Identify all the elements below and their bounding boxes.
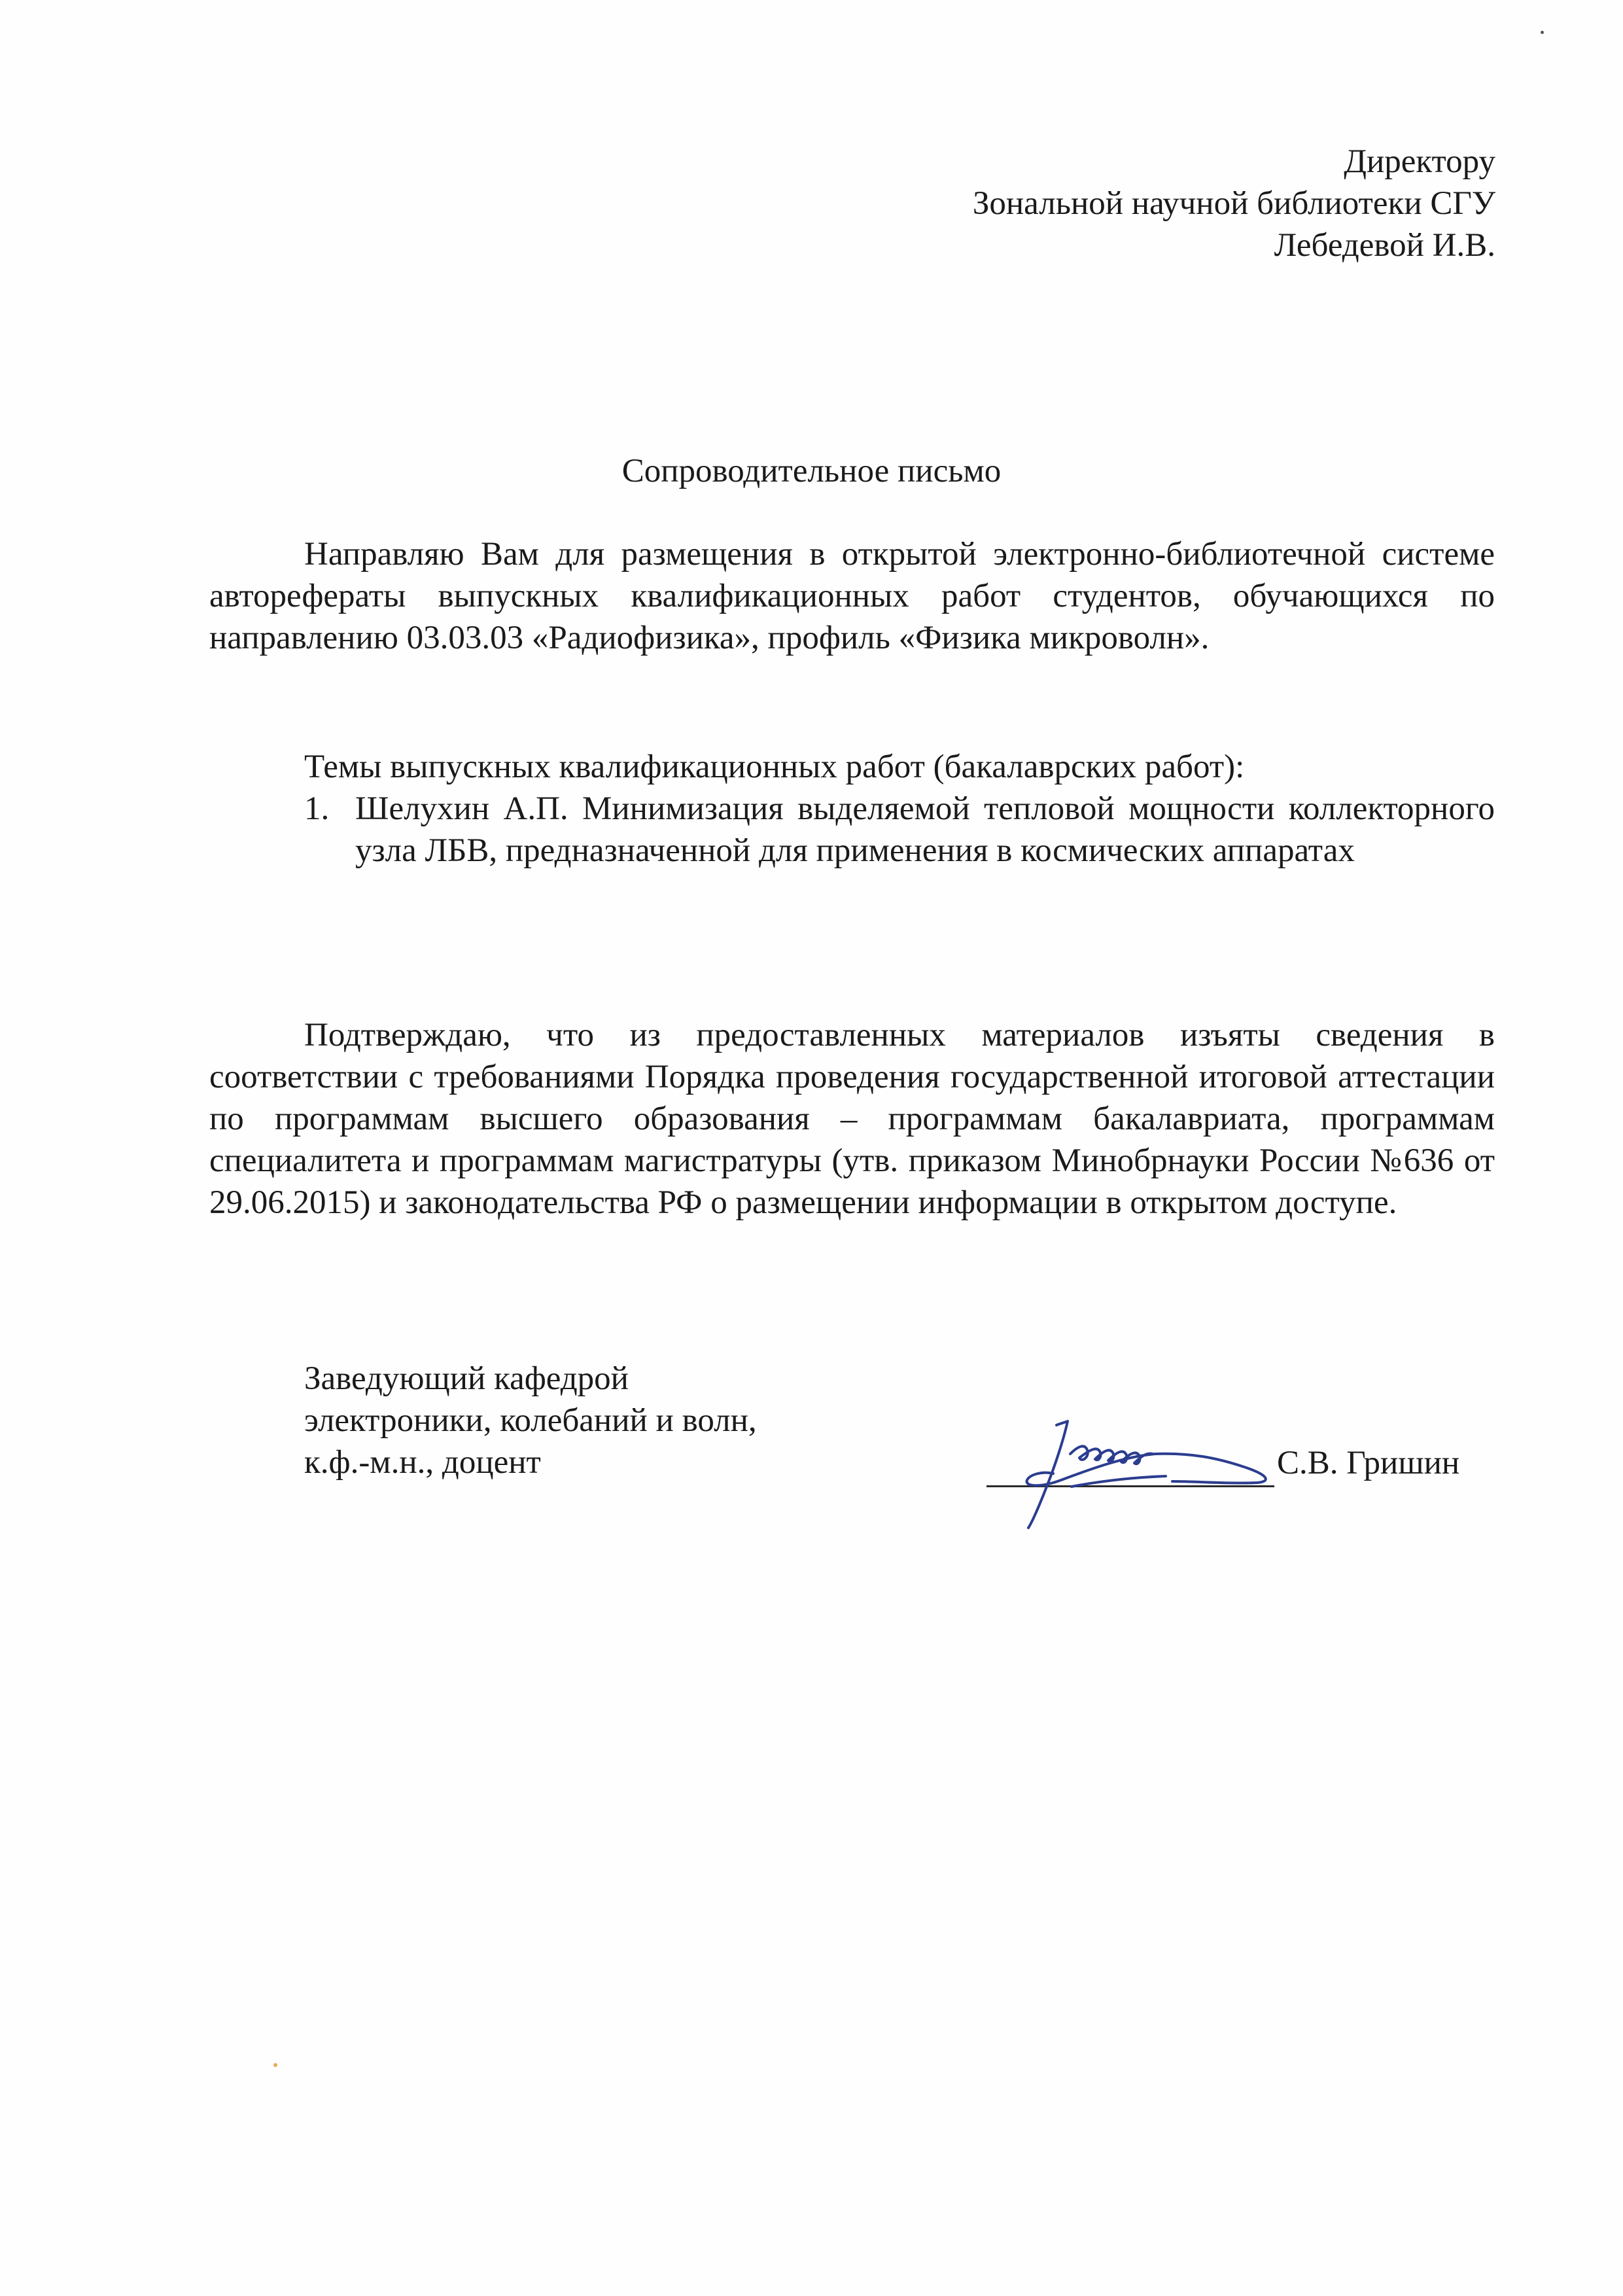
signer-name: С.В. Гришин [1277, 1445, 1460, 1481]
addressee-name: Лебедевой И.В. [1274, 227, 1495, 264]
topics-heading: Темы выпускных квалификационных работ (бакалаврских работ): [304, 749, 1245, 785]
list-item [304, 788, 1495, 872]
body-paragraph-confirmation: Подтверждаю, что из предоставленных материалов изъяты сведения в соответствии с требованиями Порядка проведения государственной итоговой аттестации по программам высшего образования – программам бакалавриата, программам специалитета и программам магистратуры (утв. приказом Минобрнауки России №636 от 29.06.2015) и законодательства РФ о размещении информации в открытом доступе. [209, 1017, 1495, 1221]
signer-position: Заведующий кафедрой [304, 1360, 629, 1397]
topics-list [304, 788, 1495, 872]
signer-degree: к.ф.-м.н., доцент [304, 1444, 541, 1481]
scan-speck [273, 2063, 277, 2067]
scan-speck [1541, 31, 1544, 34]
handwritten-signature [1001, 1394, 1302, 1531]
signer-department: электроники, колебаний и волн, [304, 1402, 757, 1439]
document-title: Сопроводительное письмо [621, 453, 1002, 489]
signer-title-block [304, 1358, 757, 1483]
addressee-position: Директору [1344, 143, 1495, 180]
body-paragraph-intro: Направляю Вам для размещения в открытой электронно-библиотечной системе авторефераты выпускных квалификационных работ студентов, обучающихся по направлению 03.03.03 «Радиофизика», профиль «Физика микроволн». [209, 536, 1495, 656]
list-item-text: Шелухин А.П. Минимизация выделяемой тепловой мощности коллекторного узла ЛБВ, предназначенной для применения в космических аппаратах [355, 790, 1495, 869]
addressee-organization: Зональной научной библиотеки СГУ [972, 185, 1495, 222]
list-item-number: 1. [304, 790, 330, 827]
addressee-block [973, 141, 1495, 266]
